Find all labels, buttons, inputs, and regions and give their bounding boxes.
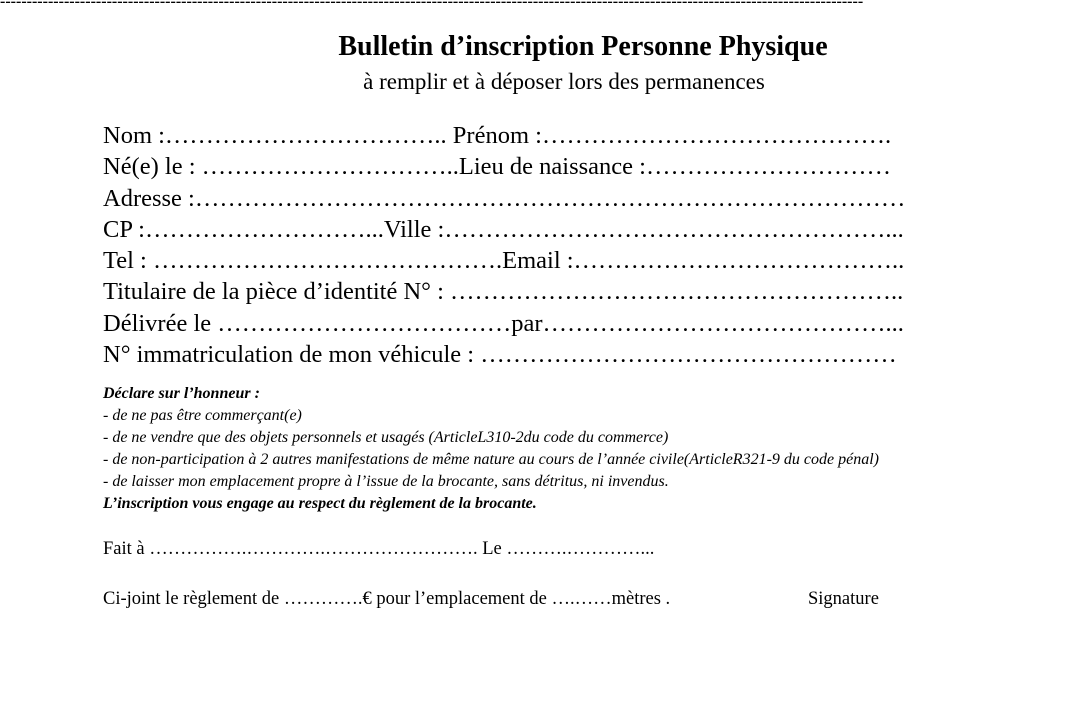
payment-field-line[interactable]: Ci-joint le règlement de ………….€ pour l’emplacement de ….……mètres . (103, 589, 671, 609)
cut-line: ------------------------------------------------------------------------------------------------------------------------------------------------------------------ (0, 0, 864, 10)
honour-declaration (103, 383, 1073, 515)
id-number-field-line[interactable]: Titulaire de la pièce d’identité N° : ……………………………………………….. (103, 278, 904, 306)
declaration-item: - de laisser mon emplacement propre à l’issue de la brocante, sans détritus, ni invendus. (103, 473, 669, 490)
birth-field-line[interactable]: Né(e) le : …………………………..Lieu de naissance :………………………… (103, 153, 891, 181)
signature-label: Signature (808, 589, 879, 609)
vehicle-registration-field-line[interactable]: N° immatriculation de mon véhicule : …………………………………………… (103, 341, 897, 369)
form-subtitle: à remplir et à déposer lors des permanences (363, 69, 765, 94)
id-issued-field-line[interactable]: Délivrée le ………………………………par……………………………………... (103, 309, 904, 337)
declaration-heading: Déclare sur l’honneur : (103, 385, 260, 402)
postcode-city-field-line[interactable]: CP :………………………...Ville :………………………………………………... (103, 215, 904, 243)
declaration-commitment: L’inscription vous engage au respect du règlement de la brocante. (103, 495, 537, 512)
form-title: Bulletin d’inscription Personne Physique (338, 31, 828, 62)
declaration-item: - de non-participation à 2 autres manifestations de même nature au cours de l’année civile(ArticleR321-9 du code pénal) (103, 451, 879, 468)
declaration-item: - de ne vendre que des objets personnels et usagés (ArticleL310-2du code du commerce) (103, 429, 669, 446)
phone-email-field-line[interactable]: Tel : …………………………………….Email :………………………………….. (103, 247, 905, 275)
declaration-item: - de ne pas être commerçant(e) (103, 407, 302, 424)
name-field-line[interactable]: Nom :…………………………….. Prénom :……………………………………. (103, 122, 892, 149)
place-date-field-line[interactable]: Fait à …………….………….……………………. Le ……….…………... (103, 539, 655, 559)
form-fields (103, 120, 1063, 370)
address-field-line[interactable]: Adresse :…………………………………………………………………………… (103, 184, 906, 212)
